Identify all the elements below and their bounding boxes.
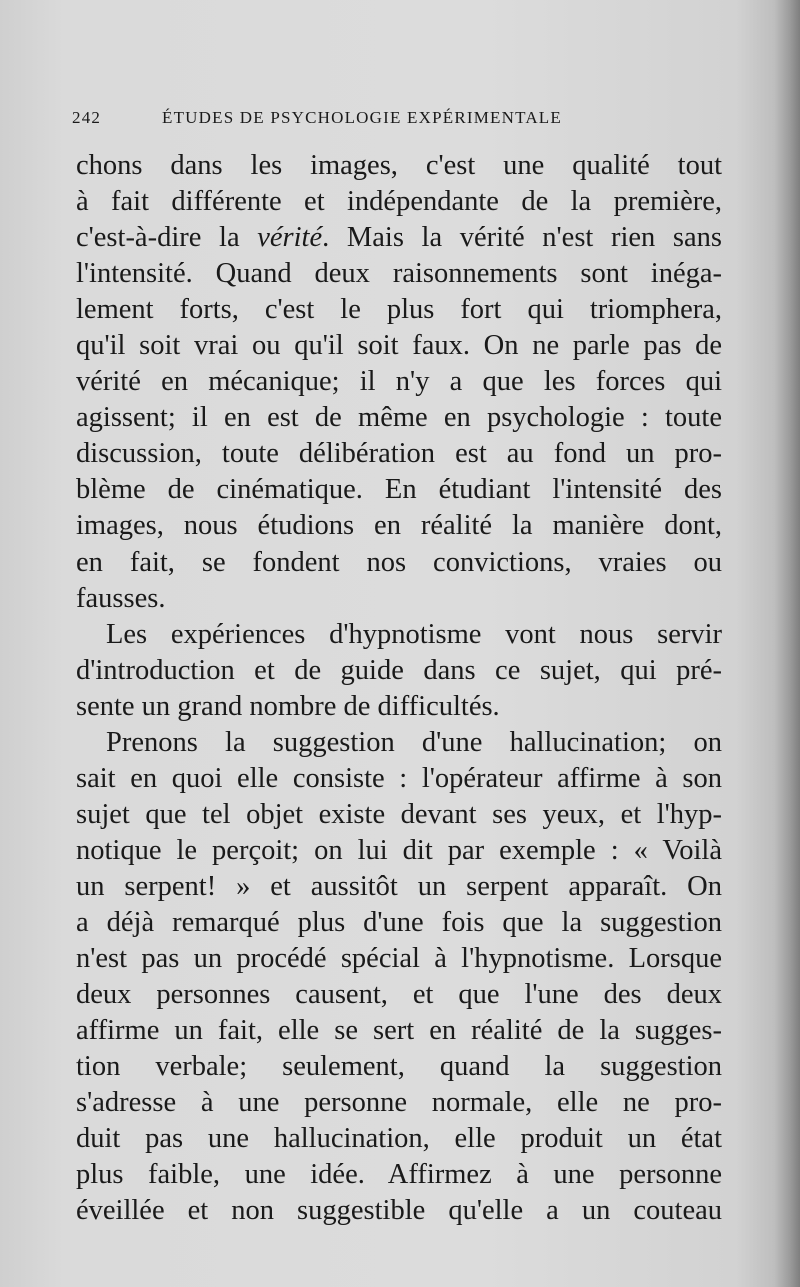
text-line: lement forts, c'est le plus fort qui triomphera, — [76, 294, 722, 326]
text-line: affirme un fait, elle se sert en réalité de la sugges- — [76, 1015, 722, 1047]
body-text — [76, 148, 722, 1229]
page-number: 242 — [72, 108, 102, 127]
text-line: en fait, se fondent nos convictions, vraies ou — [76, 546, 722, 578]
text-line: qu'il soit vrai ou qu'il soit faux. On ne parle pas de — [76, 330, 722, 362]
emphasized-word: vérité — [257, 222, 323, 254]
text-line: Prenons la suggestion d'une hallucination; on — [106, 726, 722, 758]
running-head — [72, 108, 722, 134]
text-line: plus faible, une idée. Affirmez à une personne — [76, 1159, 722, 1191]
text-line: s'adresse à une personne normale, elle ne pro- — [76, 1087, 722, 1119]
text-line: l'intensité. Quand deux raisonnements sont inéga- — [76, 258, 722, 290]
text-line: à fait différente et indépendante de la première, — [76, 186, 722, 218]
text-line: Les expériences d'hypnotisme vont nous servir — [106, 618, 722, 650]
text-line: fausses. — [76, 582, 166, 614]
text-line: discussion, toute délibération est au fond un pro- — [76, 438, 722, 470]
text-line: vérité en mécanique; il n'y a que les forces qui — [76, 366, 722, 398]
text-line: a déjà remarqué plus d'une fois que la suggestion — [76, 906, 722, 938]
text-fragment: . Mais la vérité n'est rien sans — [322, 222, 722, 254]
text-line: sait en quoi elle consiste : l'opérateur affirme à son — [76, 762, 722, 794]
text-line: sujet que tel objet existe devant ses yeux, et l'hyp- — [76, 798, 722, 830]
page-edge-shadow — [774, 0, 800, 1287]
text-line: sente un grand nombre de difficultés. — [76, 690, 500, 722]
text-fragment: c'est-à-dire la — [76, 222, 240, 254]
text-line: chons dans les images, c'est une qualité tout — [76, 150, 722, 181]
text-line: éveillée et non suggestible qu'elle a un couteau — [76, 1195, 722, 1227]
text-line: deux personnes causent, et que l'une des deux — [76, 979, 722, 1011]
text-line: duit pas une hallucination, elle produit un état — [76, 1123, 722, 1155]
text-line: un serpent! » et aussitôt un serpent apparaît. On — [76, 870, 722, 902]
text-line: blème de cinématique. En étudiant l'intensité des — [76, 474, 722, 506]
running-title: ÉTUDES DE PSYCHOLOGIE EXPÉRIMENTALE — [162, 108, 562, 127]
text-line: agissent; il en est de même en psychologie : toute — [76, 402, 722, 434]
text-line: d'introduction et de guide dans ce sujet, qui pré- — [76, 654, 722, 686]
text-line: notique le perçoit; on lui dit par exemple : « Voilà — [76, 834, 722, 866]
text-line: tion verbale; seulement, quand la suggestion — [76, 1051, 722, 1083]
text-line: n'est pas un procédé spécial à l'hypnotisme. Lorsque — [76, 943, 722, 975]
text-line — [76, 220, 722, 256]
text-line: images, nous étudions en réalité la manière dont, — [76, 510, 722, 542]
